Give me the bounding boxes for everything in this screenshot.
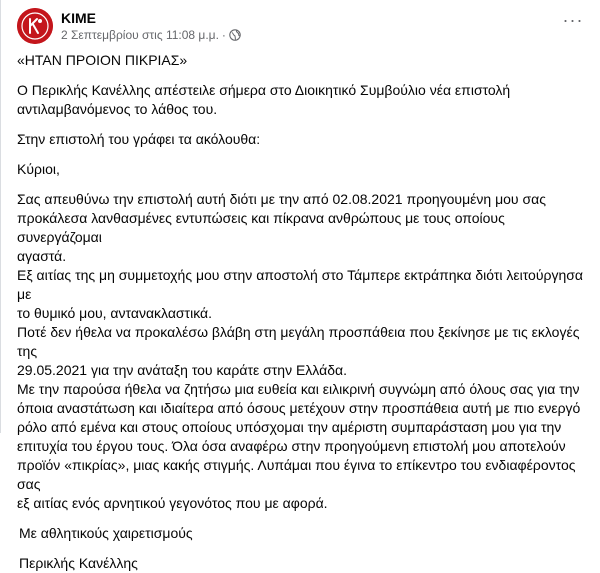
letter-line: αγαστά. — [17, 248, 67, 264]
letter-line: το θυμικό μου, αντανακλαστικά. — [17, 305, 213, 321]
page-avatar[interactable] — [17, 8, 53, 44]
letter-line: εξ αιτίας ενός αρνητικού γεγονότος που με αφορά. — [17, 495, 328, 511]
letter-line: Ποτέ δεν ήθελα να προκαλέσω βλάβη στη μεγάλη προσπάθεια που ξεκίνησε με τις εκλογές της — [17, 324, 588, 359]
letter-line: προκάλεσα λανθασμένες εντυπώσεις και πίκρανα ανθρώπους με τους οποίους συνεργάζομαι — [17, 210, 509, 245]
letter-line: προϊόν «πικρίας», μιας κακής στιγμής. Λυπάμαι που έγινα το επίκεντρο του ενδιαφέροντος σας — [17, 457, 580, 492]
letter-line: ρόλο από εμένα και στους οποίους υπόσχομαι την αμέριστη συμπαράσταση μου για την — [17, 419, 562, 435]
letter-signature: Περικλής Κανέλλης — [19, 555, 138, 571]
kime-logo-icon — [17, 8, 53, 44]
post-title: «ΗΤΑΝ ΠΡΟΙΟΝ ΠΙΚΡΙΑΣ» — [17, 52, 188, 68]
letter-line: 29.05.2021 για την ανάταξη του καράτε στην Ελλάδα. — [17, 362, 347, 378]
post-timestamp[interactable]: 2 Σεπτεμβρίου στις 11:08 μ.μ. — [61, 28, 219, 42]
letter-line: όποια αναστάτωση και ιδιαίτερα από όσους μετέχουν στην προσπάθεια αυτή με πιο ενεργό — [17, 400, 581, 416]
letter-line: επιτυχία του έργου τους. Όλα όσα αναφέρω στην προηγούμενη επιστολή μου αποτελούν — [17, 438, 566, 454]
globe-icon[interactable] — [229, 29, 241, 41]
letter-line: Με την παρούσα ήθελα να ζητήσω μια ευθεία και ειλικρινή συγνώμη από όλους σας για την — [17, 381, 580, 397]
post-body — [17, 51, 589, 573]
letter-closing: Με αθλητικούς χαιρετισμούς — [19, 525, 193, 541]
letter-line: Σας απευθύνω την επιστολή αυτή διότι με την από 02.08.2021 προηγουμένη μου σας — [17, 191, 546, 207]
post-intro: Ο Περικλής Κανέλλης απέστειλε σήμερα στο Διοικητικό Συμβούλιο νέα επιστολή αντιλαμβανόμενος το λάθος του. — [17, 82, 515, 117]
page-name[interactable]: ΚΙΜΕ — [61, 10, 96, 26]
letter-salutation: Κύριοι, — [17, 161, 60, 177]
post-meta — [61, 28, 241, 43]
meta-separator: · — [221, 28, 226, 42]
more-horizontal-icon[interactable]: ··· — [562, 10, 584, 30]
letter-body — [17, 190, 589, 513]
post-lead: Στην επιστολή του γράφει τα ακόλουθα: — [17, 131, 261, 147]
post-header — [17, 6, 587, 46]
letter-line: Εξ αιτίας της μη συμμετοχής μου στην αποστολή στο Τάμπερε εκτράπηκα διότι λειτούργησα με — [17, 267, 587, 302]
